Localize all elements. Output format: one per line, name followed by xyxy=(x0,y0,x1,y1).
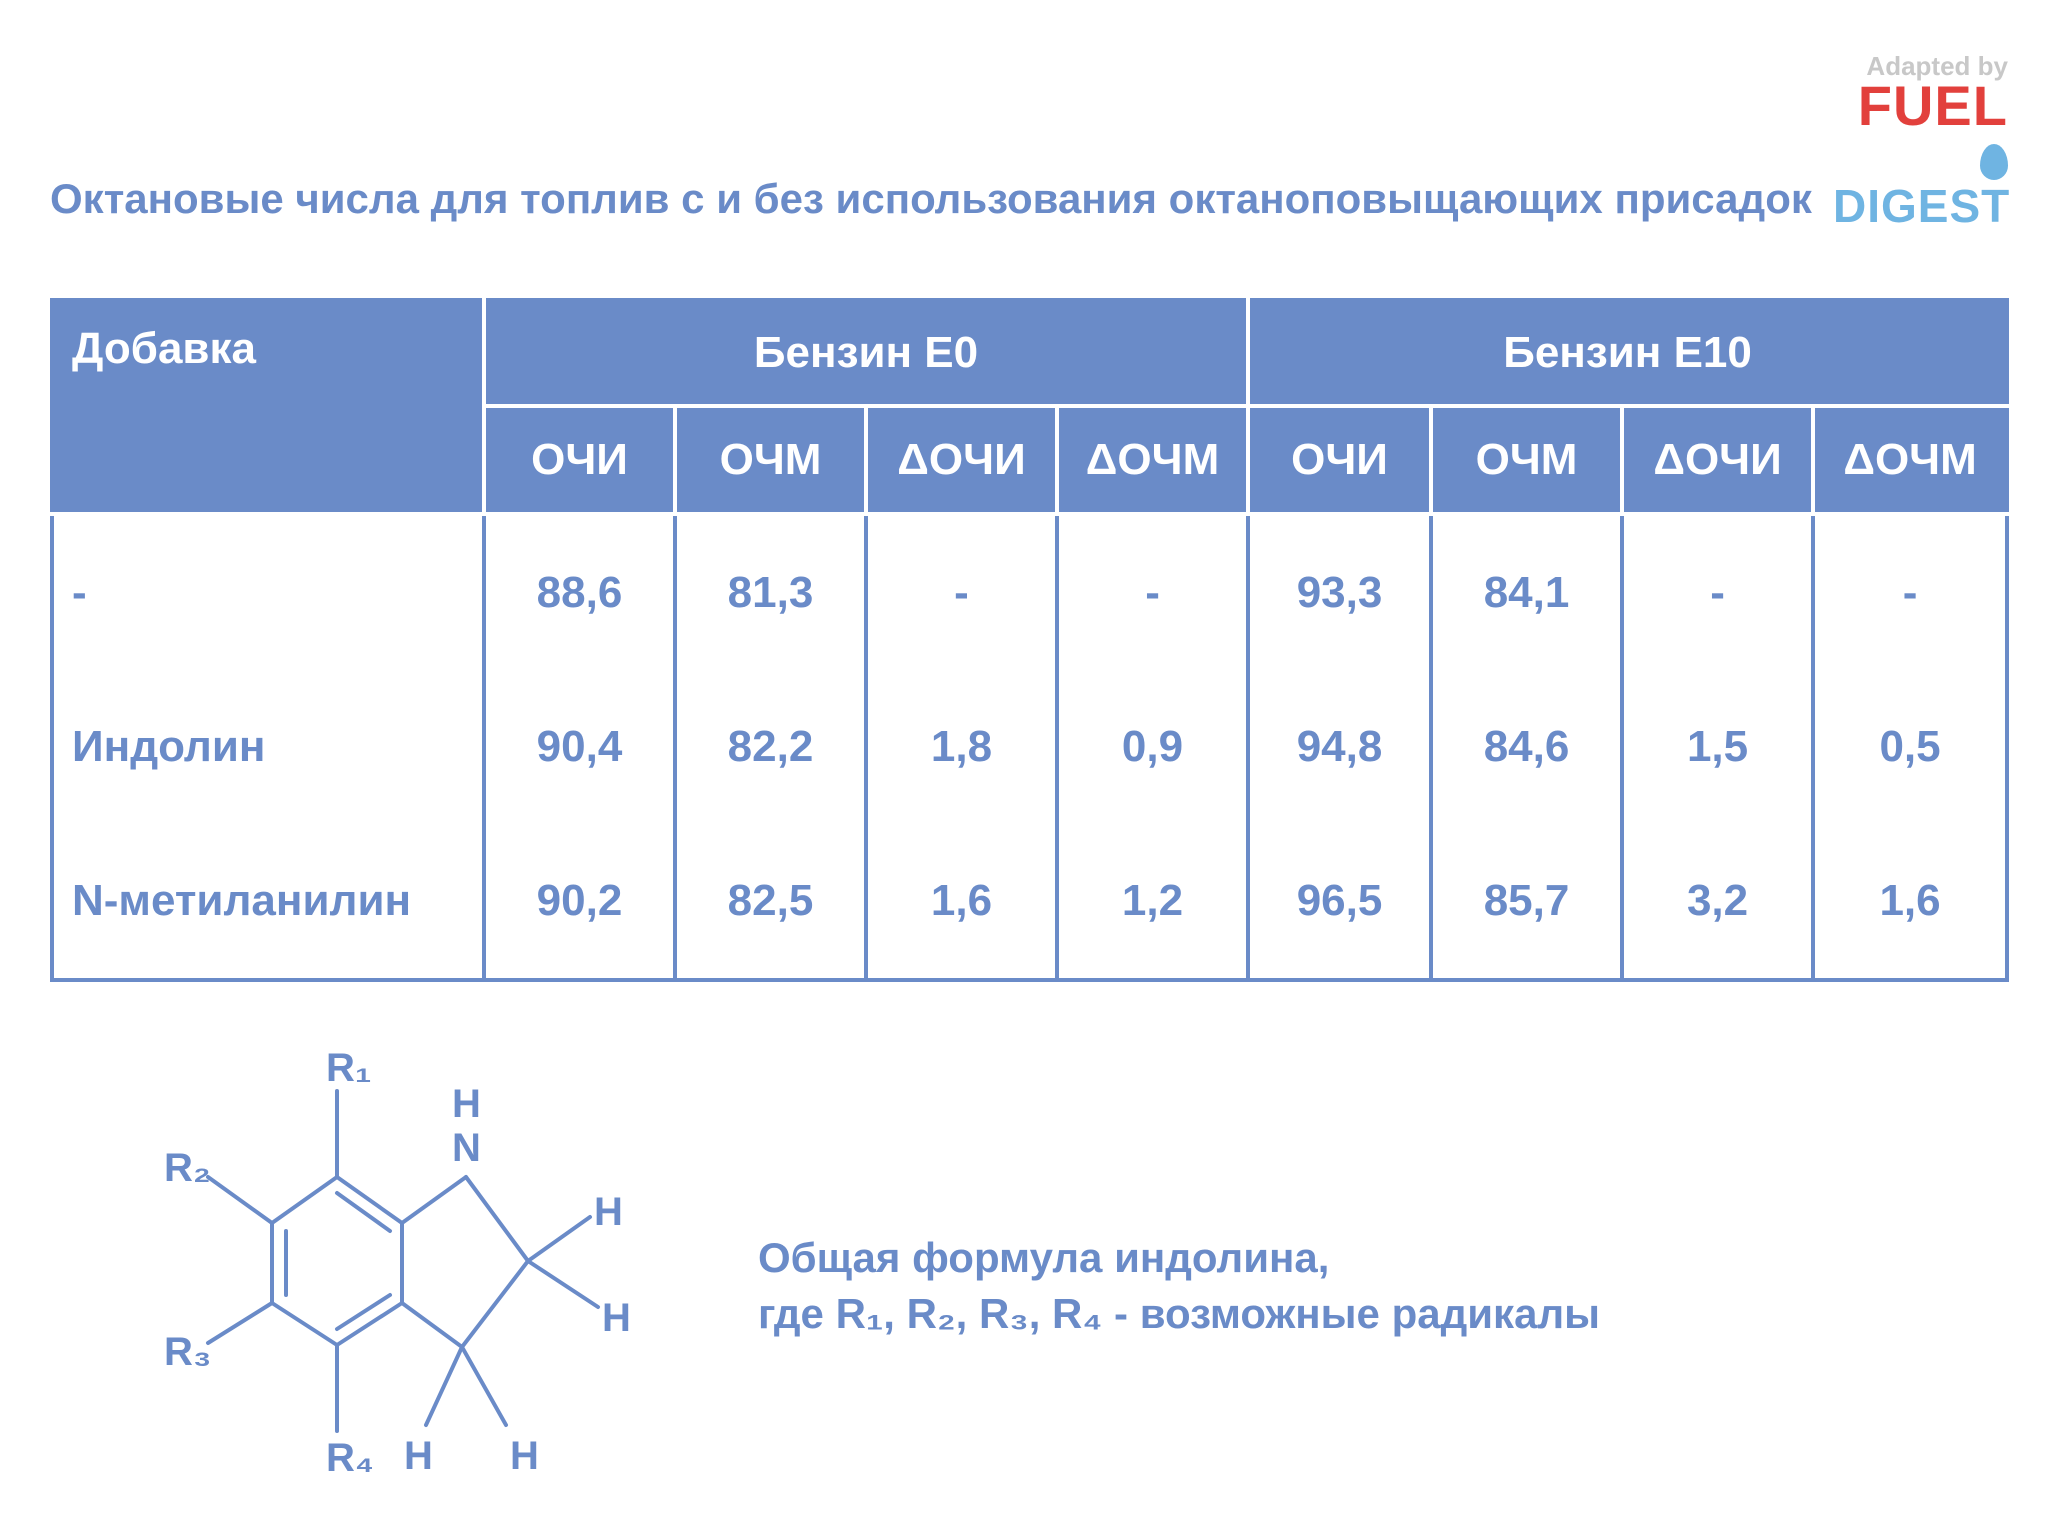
bond xyxy=(402,1303,462,1347)
label-r4: R₄ xyxy=(326,1436,374,1480)
header-additive: Добавка xyxy=(52,300,484,514)
subheader-e0-mon: ОЧМ xyxy=(675,406,866,514)
bond xyxy=(528,1261,598,1307)
label-hydrogen: H xyxy=(602,1296,631,1340)
logo-digest-text: DIGEST xyxy=(1833,180,2011,232)
subheader-e0-delta-ron: ΔОЧИ xyxy=(866,406,1057,514)
table-cell: 84,6 xyxy=(1431,670,1622,824)
subheader-e10-delta-ron: ΔОЧИ xyxy=(1622,406,1813,514)
table-cell: 1,6 xyxy=(1813,824,2007,980)
bond xyxy=(272,1303,337,1345)
indoline-structure-diagram xyxy=(150,1045,670,1515)
logo-adapted-text: Adapted by xyxy=(1866,51,2008,81)
subheader-e0-ron: ОЧИ xyxy=(484,406,675,514)
label-hydrogen: H xyxy=(594,1190,623,1234)
double-bond xyxy=(337,1193,390,1231)
bond xyxy=(528,1217,590,1261)
bond xyxy=(462,1347,506,1425)
table-row xyxy=(52,824,2007,980)
table-cell: 96,5 xyxy=(1248,824,1431,980)
bond xyxy=(426,1347,462,1425)
table-cell: - xyxy=(1057,514,1248,670)
table-cell: 93,3 xyxy=(1248,514,1431,670)
subheader-e10-ron: ОЧИ xyxy=(1248,406,1431,514)
caption-line-2: где R₁, R₂, R₃, R₄ - возможные радикалы xyxy=(758,1290,1600,1337)
table-cell: - xyxy=(1622,514,1813,670)
logo-fuel-word: FUEL xyxy=(1857,74,2008,137)
drop-icon xyxy=(1980,144,2008,180)
header-group-e0: Бензин Е0 xyxy=(484,300,1248,406)
formula-caption xyxy=(758,1230,1600,1342)
table-row xyxy=(52,514,2007,670)
label-hydrogen: H xyxy=(510,1434,539,1478)
subheader-e10-mon: ОЧМ xyxy=(1431,406,1622,514)
table-cell: 94,8 xyxy=(1248,670,1431,824)
label-hydrogen: H xyxy=(404,1434,433,1478)
table-cell: 82,2 xyxy=(675,670,866,824)
table-cell: 0,5 xyxy=(1813,670,2007,824)
label-nitrogen: N xyxy=(452,1126,481,1170)
table-row xyxy=(52,670,2007,824)
subheader-e10-delta-mon: ΔОЧМ xyxy=(1813,406,2007,514)
table-cell: 90,4 xyxy=(484,670,675,824)
bond xyxy=(402,1177,466,1223)
label-r2: R₂ xyxy=(164,1146,211,1190)
bond xyxy=(208,1303,272,1343)
fuel-digest-logo xyxy=(1833,51,2011,232)
caption-line-1: Общая формула индолина, xyxy=(758,1234,1330,1281)
double-bond xyxy=(337,1295,390,1329)
table-cell: 3,2 xyxy=(1622,824,1813,980)
subheader-e0-delta-mon: ΔОЧМ xyxy=(1057,406,1248,514)
bond xyxy=(272,1177,337,1223)
bond xyxy=(466,1177,528,1261)
table-cell: - xyxy=(1813,514,2007,670)
label-nh-hydrogen: H xyxy=(452,1082,481,1126)
table-cell: 88,6 xyxy=(484,514,675,670)
table-cell: 0,9 xyxy=(1057,670,1248,824)
bond xyxy=(208,1177,272,1223)
logo-fuel-text xyxy=(1833,74,2008,184)
table-cell: 1,2 xyxy=(1057,824,1248,980)
page-title: Октановые числа для топлив с и без использования октаноповыщающих присадок xyxy=(50,175,1812,222)
table-cell: 81,3 xyxy=(675,514,866,670)
row-additive-name: Индолин xyxy=(52,670,484,824)
table-cell: 1,8 xyxy=(866,670,1057,824)
bond xyxy=(462,1261,528,1347)
label-r3: R₃ xyxy=(164,1330,212,1374)
header-group-e10: Бензин Е10 xyxy=(1248,300,2007,406)
table-cell: 85,7 xyxy=(1431,824,1622,980)
row-additive-name: N-метиланилин xyxy=(52,824,484,980)
octane-table xyxy=(50,298,2009,982)
table-cell: 1,6 xyxy=(866,824,1057,980)
row-additive-name: - xyxy=(52,514,484,670)
table-cell: 84,1 xyxy=(1431,514,1622,670)
table-cell: 1,5 xyxy=(1622,670,1813,824)
table-cell: - xyxy=(866,514,1057,670)
label-r1: R₁ xyxy=(326,1046,372,1090)
table-cell: 90,2 xyxy=(484,824,675,980)
table-cell: 82,5 xyxy=(675,824,866,980)
